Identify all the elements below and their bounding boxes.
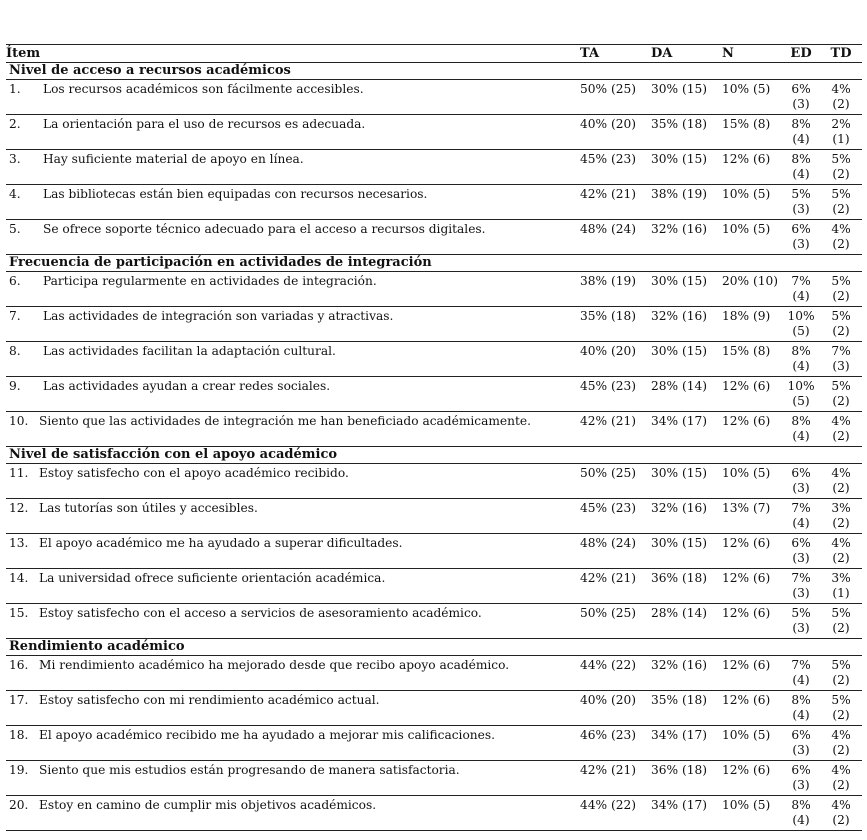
ed-value: [779, 412, 823, 446]
da-value: 32% (16): [651, 658, 707, 672]
td-percent: 5%: [831, 693, 851, 707]
td-count: (2): [832, 813, 850, 827]
td-value: [823, 656, 859, 690]
td-percent: 5%: [831, 309, 851, 323]
table-row: [6, 761, 862, 796]
n-value: 18% (9): [722, 309, 771, 323]
td-count: (2): [832, 551, 850, 565]
ed-percent: 8%: [791, 693, 811, 707]
td-percent: 4%: [831, 728, 851, 742]
da-value: 28% (14): [651, 379, 707, 393]
td-count: (2): [832, 516, 850, 530]
td-count: (2): [832, 97, 850, 111]
ta-value: 38% (19): [580, 274, 636, 288]
ed-percent: 5%: [791, 187, 811, 201]
table-row: [6, 342, 862, 377]
item-number: 16.: [9, 658, 29, 672]
header-da: DA: [651, 46, 673, 61]
da-value: 34% (17): [651, 414, 707, 428]
ed-value: [779, 464, 823, 498]
ed-value: [779, 342, 823, 376]
n-value: 12% (6): [722, 414, 771, 428]
item-number: 7.: [9, 309, 21, 323]
ed-value: [779, 796, 823, 830]
ed-count: (4): [792, 708, 810, 722]
header-ta: TA: [580, 46, 600, 61]
td-value: [823, 796, 859, 830]
item-cell: [6, 80, 580, 114]
n-value: 12% (6): [722, 763, 771, 777]
td-percent: 5%: [831, 658, 851, 672]
td-count: (2): [832, 237, 850, 251]
da-value: 30% (15): [651, 466, 707, 480]
ta-value: 42% (21): [580, 414, 636, 428]
ed-percent: 7%: [791, 274, 811, 288]
n-value: 12% (6): [722, 606, 771, 620]
item-number: 18.: [9, 728, 29, 742]
item-number: 6.: [9, 274, 21, 288]
ed-value: [779, 656, 823, 690]
item-number: 4.: [9, 187, 21, 201]
ed-value: [779, 272, 823, 306]
item-text: Siento que mis estudios están progresando de manera satisfactoria.: [39, 763, 460, 777]
ta-value: 42% (21): [580, 571, 636, 585]
da-value: 32% (16): [651, 222, 707, 236]
item-number: 19.: [9, 763, 29, 777]
item-text: Las actividades facilitan la adaptación cultural.: [43, 344, 336, 358]
ed-percent: 6%: [791, 466, 811, 480]
td-percent: 4%: [831, 798, 851, 812]
td-count: (2): [832, 202, 850, 216]
item-text: Los recursos académicos son fácilmente accesibles.: [43, 82, 364, 96]
td-count: (2): [832, 708, 850, 722]
ed-percent: 10%: [787, 379, 815, 393]
item-text: Las actividades ayudan a crear redes sociales.: [43, 379, 331, 393]
ta-value: 44% (22): [580, 798, 636, 812]
item-text: El apoyo académico recibido me ha ayudado a mejorar mis calificaciones.: [39, 728, 495, 742]
ed-value: [779, 569, 823, 603]
item-number: 20.: [9, 798, 29, 812]
ed-count: (4): [792, 167, 810, 181]
item-cell: [6, 307, 580, 341]
n-value: 12% (6): [722, 658, 771, 672]
item-text: Siento que las actividades de integración me han beneficiado académicamente.: [39, 414, 531, 428]
ed-count: (3): [792, 743, 810, 757]
td-count: (1): [832, 586, 850, 600]
table-row: [6, 726, 862, 761]
table-row: [6, 569, 862, 604]
ed-value: [779, 307, 823, 341]
section-header-row: Nivel de satisfacción con el apoyo académico: [6, 447, 862, 464]
item-number: 9.: [9, 379, 21, 393]
n-value: 10% (5): [722, 187, 771, 201]
ta-value: 45% (23): [580, 501, 636, 515]
item-number: 3.: [9, 152, 21, 166]
da-value: 32% (16): [651, 309, 707, 323]
td-percent: 4%: [831, 222, 851, 236]
ed-value: [779, 761, 823, 795]
ed-percent: 10%: [787, 309, 815, 323]
table-row: [6, 499, 862, 534]
da-value: 35% (18): [651, 693, 707, 707]
ta-value: 50% (25): [580, 82, 636, 96]
td-value: [823, 691, 859, 725]
td-value: [823, 80, 859, 114]
td-count: (2): [832, 621, 850, 635]
ed-percent: 8%: [791, 117, 811, 131]
da-value: 34% (17): [651, 728, 707, 742]
table-row: [6, 115, 862, 150]
item-text: Estoy en camino de cumplir mis objetivos académicos.: [39, 798, 377, 812]
table-row: [6, 464, 862, 499]
td-percent: 4%: [831, 536, 851, 550]
n-value: 15% (8): [722, 117, 771, 131]
item-text: Hay suficiente material de apoyo en línea.: [43, 152, 304, 166]
item-text: Mi rendimiento académico ha mejorado desde que recibo apoyo académico.: [39, 658, 510, 672]
da-value: 30% (15): [651, 82, 707, 96]
ta-value: 50% (25): [580, 466, 636, 480]
ed-count: (5): [792, 324, 810, 338]
ta-value: 48% (24): [580, 222, 636, 236]
ed-count: (3): [792, 551, 810, 565]
ta-value: 46% (23): [580, 728, 636, 742]
item-cell: [6, 272, 580, 306]
n-value: 12% (6): [722, 379, 771, 393]
ed-percent: 6%: [791, 536, 811, 550]
td-count: (2): [832, 673, 850, 687]
da-value: 36% (18): [651, 763, 707, 777]
n-value: 10% (5): [722, 728, 771, 742]
table-row: [6, 377, 862, 412]
ed-count: (4): [792, 289, 810, 303]
da-value: 30% (15): [651, 274, 707, 288]
ed-value: [779, 150, 823, 184]
td-value: [823, 220, 859, 254]
item-number: 2.: [9, 117, 21, 131]
td-value: [823, 150, 859, 184]
td-percent: 4%: [831, 414, 851, 428]
td-percent: 4%: [831, 763, 851, 777]
ed-count: (3): [792, 586, 810, 600]
td-value: [823, 115, 859, 149]
n-value: 13% (7): [722, 501, 771, 515]
td-value: [823, 307, 859, 341]
item-number: 11.: [9, 466, 29, 480]
ed-percent: 8%: [791, 152, 811, 166]
item-text: La universidad ofrece suficiente orientación académica.: [39, 571, 386, 585]
item-text: Participa regularmente en actividades de integración.: [43, 274, 377, 288]
item-cell: [6, 412, 580, 446]
da-value: 30% (15): [651, 536, 707, 550]
item-number: 14.: [9, 571, 29, 585]
header-td: TD: [830, 46, 852, 61]
ed-count: (4): [792, 429, 810, 443]
td-count: (2): [832, 289, 850, 303]
ta-value: 48% (24): [580, 536, 636, 550]
td-count: (2): [832, 778, 850, 792]
section-header-row: Nivel de acceso a recursos académicos: [6, 63, 862, 80]
item-cell: [6, 604, 580, 638]
table-row: [6, 185, 862, 220]
header-item: Ítem: [6, 46, 41, 61]
n-value: 10% (5): [722, 466, 771, 480]
survey-results-table: [6, 44, 862, 831]
item-cell: [6, 377, 580, 411]
ed-percent: 5%: [791, 606, 811, 620]
td-count: (2): [832, 743, 850, 757]
da-value: 36% (18): [651, 571, 707, 585]
td-value: [823, 499, 859, 533]
td-value: [823, 272, 859, 306]
td-count: (3): [832, 359, 850, 373]
item-cell: [6, 569, 580, 603]
item-number: 1.: [9, 82, 21, 96]
table-row: [6, 220, 862, 255]
td-value: [823, 464, 859, 498]
n-value: 12% (6): [722, 571, 771, 585]
td-percent: 5%: [831, 606, 851, 620]
ed-percent: 8%: [791, 798, 811, 812]
item-number: 13.: [9, 536, 29, 550]
item-text: Se ofrece soporte técnico adecuado para el acceso a recursos digitales.: [43, 222, 486, 236]
item-cell: [6, 796, 580, 830]
td-percent: 5%: [831, 187, 851, 201]
ta-value: 42% (21): [580, 187, 636, 201]
item-text: El apoyo académico me ha ayudado a superar dificultades.: [39, 536, 403, 550]
item-text: Las bibliotecas están bien equipadas con recursos necesarios.: [43, 187, 428, 201]
ed-value: [779, 726, 823, 760]
td-percent: 5%: [831, 274, 851, 288]
ed-count: (4): [792, 673, 810, 687]
item-cell: [6, 150, 580, 184]
ed-count: (4): [792, 132, 810, 146]
item-cell: [6, 534, 580, 568]
item-cell: [6, 761, 580, 795]
item-cell: [6, 499, 580, 533]
table-body: [6, 63, 862, 831]
ed-percent: 8%: [791, 414, 811, 428]
ta-value: 45% (23): [580, 379, 636, 393]
n-value: 20% (10): [722, 274, 778, 288]
ed-percent: 6%: [791, 763, 811, 777]
td-count: (2): [832, 324, 850, 338]
table-row: [6, 80, 862, 115]
item-number: 12.: [9, 501, 29, 515]
ed-value: [779, 604, 823, 638]
table-row: [6, 796, 862, 831]
header-n: N: [722, 46, 734, 61]
td-percent: 4%: [831, 466, 851, 480]
item-cell: [6, 342, 580, 376]
item-number: 5.: [9, 222, 21, 236]
ed-percent: 8%: [791, 344, 811, 358]
table-header-row: [6, 44, 862, 63]
table-row: [6, 691, 862, 726]
n-value: 10% (5): [722, 798, 771, 812]
td-value: [823, 342, 859, 376]
td-value: [823, 185, 859, 219]
da-value: 28% (14): [651, 606, 707, 620]
ed-value: [779, 185, 823, 219]
item-cell: [6, 220, 580, 254]
ed-value: [779, 691, 823, 725]
ed-value: [779, 499, 823, 533]
ta-value: 40% (20): [580, 117, 636, 131]
section-header-row: Frecuencia de participación en actividades de integración: [6, 255, 862, 272]
item-text: Estoy satisfecho con el acceso a servicios de asesoramiento académico.: [39, 606, 482, 620]
ed-value: [779, 534, 823, 568]
ta-value: 45% (23): [580, 152, 636, 166]
item-text: Las tutorías son útiles y accesibles.: [39, 501, 258, 515]
n-value: 10% (5): [722, 82, 771, 96]
td-count: (1): [832, 132, 850, 146]
item-number: 15.: [9, 606, 29, 620]
item-cell: [6, 726, 580, 760]
ed-count: (4): [792, 359, 810, 373]
ed-count: (3): [792, 778, 810, 792]
td-percent: 5%: [831, 152, 851, 166]
item-cell: [6, 464, 580, 498]
ta-value: 40% (20): [580, 693, 636, 707]
ed-value: [779, 80, 823, 114]
item-text: Estoy satisfecho con mi rendimiento académico actual.: [39, 693, 380, 707]
table-row: [6, 307, 862, 342]
ed-percent: 6%: [791, 82, 811, 96]
table-row: [6, 150, 862, 185]
td-value: [823, 761, 859, 795]
ed-percent: 7%: [791, 658, 811, 672]
section-header-row: Rendimiento académico: [6, 639, 862, 656]
da-value: 32% (16): [651, 501, 707, 515]
table-row: [6, 534, 862, 569]
da-value: 38% (19): [651, 187, 707, 201]
item-cell: [6, 656, 580, 690]
table-row: [6, 656, 862, 691]
ta-value: 42% (21): [580, 763, 636, 777]
item-number: 17.: [9, 693, 29, 707]
ta-value: 50% (25): [580, 606, 636, 620]
da-value: 35% (18): [651, 117, 707, 131]
item-number: 10.: [9, 414, 29, 428]
ed-percent: 7%: [791, 501, 811, 515]
item-cell: [6, 115, 580, 149]
ta-value: 40% (20): [580, 344, 636, 358]
ed-count: (3): [792, 97, 810, 111]
td-value: [823, 569, 859, 603]
ed-count: (3): [792, 481, 810, 495]
td-percent: 3%: [831, 501, 851, 515]
td-count: (2): [832, 481, 850, 495]
item-number: 8.: [9, 344, 21, 358]
ed-count: (5): [792, 394, 810, 408]
td-count: (2): [832, 429, 850, 443]
n-value: 12% (6): [722, 693, 771, 707]
ta-value: 44% (22): [580, 658, 636, 672]
ed-count: (4): [792, 516, 810, 530]
table-row: [6, 604, 862, 639]
ed-count: (3): [792, 621, 810, 635]
n-value: 12% (6): [722, 152, 771, 166]
ed-percent: 6%: [791, 222, 811, 236]
ed-value: [779, 220, 823, 254]
ed-percent: 7%: [791, 571, 811, 585]
da-value: 30% (15): [651, 152, 707, 166]
ed-count: (3): [792, 237, 810, 251]
table-row: [6, 272, 862, 307]
ed-count: (3): [792, 202, 810, 216]
da-value: 34% (17): [651, 798, 707, 812]
ed-value: [779, 115, 823, 149]
da-value: 30% (15): [651, 344, 707, 358]
td-value: [823, 726, 859, 760]
header-ed: ED: [790, 46, 812, 61]
td-count: (2): [832, 394, 850, 408]
item-cell: [6, 691, 580, 725]
n-value: 12% (6): [722, 536, 771, 550]
td-value: [823, 412, 859, 446]
td-count: (2): [832, 167, 850, 181]
ed-percent: 6%: [791, 728, 811, 742]
td-percent: 4%: [831, 82, 851, 96]
ta-value: 35% (18): [580, 309, 636, 323]
ed-value: [779, 377, 823, 411]
item-text: Las actividades de integración son variadas y atractivas.: [43, 309, 394, 323]
td-percent: 3%: [831, 571, 851, 585]
item-cell: [6, 185, 580, 219]
td-percent: 5%: [831, 379, 851, 393]
n-value: 10% (5): [722, 222, 771, 236]
item-text: La orientación para el uso de recursos es adecuada.: [43, 117, 366, 131]
td-percent: 7%: [831, 344, 851, 358]
table-row: [6, 412, 862, 447]
n-value: 15% (8): [722, 344, 771, 358]
td-value: [823, 534, 859, 568]
ed-count: (4): [792, 813, 810, 827]
td-value: [823, 377, 859, 411]
td-value: [823, 604, 859, 638]
td-percent: 2%: [831, 117, 851, 131]
item-text: Estoy satisfecho con el apoyo académico recibido.: [39, 466, 349, 480]
